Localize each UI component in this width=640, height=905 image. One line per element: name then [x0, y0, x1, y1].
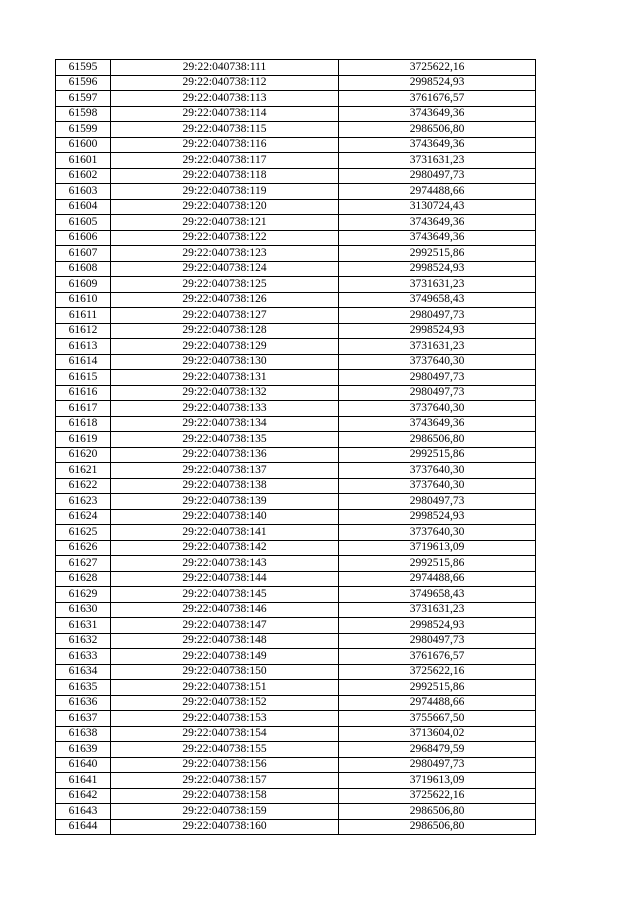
cadastral-value-cell: 3743649,36	[339, 416, 536, 432]
row-number-cell: 61631	[56, 618, 111, 634]
cadastral-number-cell: 29:22:040738:123	[111, 246, 339, 262]
cadastral-number-cell: 29:22:040738:116	[111, 137, 339, 153]
cadastral-value-cell: 2992515,86	[339, 447, 536, 463]
table-row	[56, 323, 536, 339]
cadastral-number-cell: 29:22:040738:135	[111, 432, 339, 448]
table-row	[56, 199, 536, 215]
cadastral-value-cell: 3737640,30	[339, 463, 536, 479]
cadastral-number-cell: 29:22:040738:158	[111, 788, 339, 804]
cadastral-number-cell: 29:22:040738:151	[111, 680, 339, 696]
table-row	[56, 788, 536, 804]
row-number-cell: 61644	[56, 819, 111, 835]
row-number-cell: 61628	[56, 571, 111, 587]
cadastral-number-cell: 29:22:040738:126	[111, 292, 339, 308]
cadastral-number-cell: 29:22:040738:130	[111, 354, 339, 370]
table-row	[56, 711, 536, 727]
table-row	[56, 618, 536, 634]
cadastral-number-cell: 29:22:040738:153	[111, 711, 339, 727]
row-number-cell: 61595	[56, 60, 111, 76]
row-number-cell: 61611	[56, 308, 111, 324]
cadastral-value-cell: 3743649,36	[339, 137, 536, 153]
cadastral-value-cell: 3737640,30	[339, 354, 536, 370]
row-number-cell: 61600	[56, 137, 111, 153]
cadastral-number-cell: 29:22:040738:150	[111, 664, 339, 680]
table-row	[56, 60, 536, 76]
row-number-cell: 61599	[56, 122, 111, 138]
table-row	[56, 494, 536, 510]
cadastral-value-cell: 2986506,80	[339, 122, 536, 138]
table-row	[56, 680, 536, 696]
cadastral-value-cell: 3725622,16	[339, 664, 536, 680]
cadastral-value-cell: 2998524,93	[339, 323, 536, 339]
cadastral-number-cell: 29:22:040738:156	[111, 757, 339, 773]
cadastral-value-cell: 2998524,93	[339, 75, 536, 91]
cadastral-number-cell: 29:22:040738:133	[111, 401, 339, 417]
table-row	[56, 602, 536, 618]
cadastral-value-cell: 2980497,73	[339, 494, 536, 510]
cadastral-number-cell: 29:22:040738:122	[111, 230, 339, 246]
cadastral-value-cell: 2980497,73	[339, 757, 536, 773]
cadastral-value-cell: 2998524,93	[339, 509, 536, 525]
cadastral-number-cell: 29:22:040738:136	[111, 447, 339, 463]
table-row	[56, 354, 536, 370]
row-number-cell: 61605	[56, 215, 111, 231]
row-number-cell: 61624	[56, 509, 111, 525]
row-number-cell: 61641	[56, 773, 111, 789]
row-number-cell: 61620	[56, 447, 111, 463]
row-number-cell: 61632	[56, 633, 111, 649]
row-number-cell: 61608	[56, 261, 111, 277]
cadastral-number-cell: 29:22:040738:134	[111, 416, 339, 432]
table-row	[56, 757, 536, 773]
table-row	[56, 432, 536, 448]
cadastral-value-cell: 3743649,36	[339, 106, 536, 122]
table-row	[56, 633, 536, 649]
cadastral-value-cell: 3755667,50	[339, 711, 536, 727]
table-row	[56, 742, 536, 758]
table-row	[56, 695, 536, 711]
cadastral-value-cell: 2980497,73	[339, 168, 536, 184]
cadastral-value-cell: 3731631,23	[339, 602, 536, 618]
cadastral-number-cell: 29:22:040738:160	[111, 819, 339, 835]
row-number-cell: 61598	[56, 106, 111, 122]
cadastral-number-cell: 29:22:040738:124	[111, 261, 339, 277]
cadastral-value-cell: 2974488,66	[339, 571, 536, 587]
row-number-cell: 61635	[56, 680, 111, 696]
cadastral-value-cell: 2992515,86	[339, 246, 536, 262]
table-row	[56, 137, 536, 153]
table-row	[56, 509, 536, 525]
row-number-cell: 61602	[56, 168, 111, 184]
row-number-cell: 61610	[56, 292, 111, 308]
row-number-cell: 61621	[56, 463, 111, 479]
cadastral-number-cell: 29:22:040738:144	[111, 571, 339, 587]
cadastral-value-cell: 3731631,23	[339, 153, 536, 169]
cadastral-value-table	[55, 59, 536, 835]
row-number-cell: 61613	[56, 339, 111, 355]
cadastral-number-cell: 29:22:040738:114	[111, 106, 339, 122]
table-row	[56, 401, 536, 417]
table-row	[56, 540, 536, 556]
cadastral-value-cell: 2974488,66	[339, 695, 536, 711]
cadastral-number-cell: 29:22:040738:137	[111, 463, 339, 479]
table-row	[56, 153, 536, 169]
cadastral-value-cell: 3743649,36	[339, 215, 536, 231]
cadastral-value-cell: 3749658,43	[339, 292, 536, 308]
cadastral-number-cell: 29:22:040738:111	[111, 60, 339, 76]
cadastral-number-cell: 29:22:040738:140	[111, 509, 339, 525]
row-number-cell: 61626	[56, 540, 111, 556]
cadastral-value-cell: 3130724,43	[339, 199, 536, 215]
table-row	[56, 587, 536, 603]
table-row	[56, 571, 536, 587]
row-number-cell: 61633	[56, 649, 111, 665]
cadastral-number-cell: 29:22:040738:112	[111, 75, 339, 91]
cadastral-number-cell: 29:22:040738:152	[111, 695, 339, 711]
table-row	[56, 91, 536, 107]
row-number-cell: 61616	[56, 385, 111, 401]
table-row	[56, 308, 536, 324]
cadastral-number-cell: 29:22:040738:149	[111, 649, 339, 665]
cadastral-number-cell: 29:22:040738:121	[111, 215, 339, 231]
table-row	[56, 277, 536, 293]
row-number-cell: 61614	[56, 354, 111, 370]
table-row	[56, 168, 536, 184]
row-number-cell: 61643	[56, 804, 111, 820]
row-number-cell: 61607	[56, 246, 111, 262]
cadastral-value-cell: 3719613,09	[339, 540, 536, 556]
table-row	[56, 339, 536, 355]
row-number-cell: 61604	[56, 199, 111, 215]
cadastral-number-cell: 29:22:040738:132	[111, 385, 339, 401]
table-row	[56, 292, 536, 308]
table-row	[56, 370, 536, 386]
table-row	[56, 215, 536, 231]
table-row	[56, 463, 536, 479]
row-number-cell: 61625	[56, 525, 111, 541]
cadastral-number-cell: 29:22:040738:127	[111, 308, 339, 324]
row-number-cell: 61603	[56, 184, 111, 200]
row-number-cell: 61617	[56, 401, 111, 417]
cadastral-value-cell: 2968479,59	[339, 742, 536, 758]
table-row	[56, 261, 536, 277]
table-row	[56, 649, 536, 665]
row-number-cell: 61634	[56, 664, 111, 680]
cadastral-value-cell: 3731631,23	[339, 339, 536, 355]
cadastral-value-cell: 2974488,66	[339, 184, 536, 200]
cadastral-value-cell: 3743649,36	[339, 230, 536, 246]
row-number-cell: 61629	[56, 587, 111, 603]
cadastral-value-cell: 2986506,80	[339, 819, 536, 835]
table-row	[56, 804, 536, 820]
cadastral-value-cell: 2980497,73	[339, 385, 536, 401]
cadastral-number-cell: 29:22:040738:142	[111, 540, 339, 556]
table-row	[56, 416, 536, 432]
cadastral-number-cell: 29:22:040738:128	[111, 323, 339, 339]
cadastral-number-cell: 29:22:040738:154	[111, 726, 339, 742]
row-number-cell: 61606	[56, 230, 111, 246]
cadastral-value-cell: 3725622,16	[339, 788, 536, 804]
cadastral-value-cell: 2986506,80	[339, 804, 536, 820]
cadastral-value-cell: 2998524,93	[339, 618, 536, 634]
table-row	[56, 773, 536, 789]
row-number-cell: 61596	[56, 75, 111, 91]
cadastral-value-cell: 3737640,30	[339, 401, 536, 417]
cadastral-number-cell: 29:22:040738:117	[111, 153, 339, 169]
cadastral-number-cell: 29:22:040738:143	[111, 556, 339, 572]
cadastral-number-cell: 29:22:040738:159	[111, 804, 339, 820]
table-row	[56, 447, 536, 463]
cadastral-value-cell: 2998524,93	[339, 261, 536, 277]
row-number-cell: 61612	[56, 323, 111, 339]
row-number-cell: 61597	[56, 91, 111, 107]
table-row	[56, 246, 536, 262]
cadastral-number-cell: 29:22:040738:118	[111, 168, 339, 184]
row-number-cell: 61637	[56, 711, 111, 727]
row-number-cell: 61622	[56, 478, 111, 494]
cadastral-value-cell: 3731631,23	[339, 277, 536, 293]
cadastral-value-cell: 2980497,73	[339, 633, 536, 649]
table-row	[56, 525, 536, 541]
row-number-cell: 61630	[56, 602, 111, 618]
cadastral-value-cell: 3761676,57	[339, 91, 536, 107]
table-row	[56, 122, 536, 138]
row-number-cell: 61642	[56, 788, 111, 804]
row-number-cell: 61636	[56, 695, 111, 711]
cadastral-value-cell: 3725622,16	[339, 60, 536, 76]
table-row	[56, 478, 536, 494]
cadastral-value-cell: 2986506,80	[339, 432, 536, 448]
cadastral-number-cell: 29:22:040738:145	[111, 587, 339, 603]
cadastral-value-cell: 3713604,02	[339, 726, 536, 742]
row-number-cell: 61638	[56, 726, 111, 742]
table-row	[56, 664, 536, 680]
cadastral-number-cell: 29:22:040738:120	[111, 199, 339, 215]
table-row	[56, 385, 536, 401]
row-number-cell: 61618	[56, 416, 111, 432]
cadastral-number-cell: 29:22:040738:129	[111, 339, 339, 355]
table-row	[56, 184, 536, 200]
row-number-cell: 61640	[56, 757, 111, 773]
cadastral-number-cell: 29:22:040738:138	[111, 478, 339, 494]
table-body	[56, 60, 536, 835]
cadastral-number-cell: 29:22:040738:155	[111, 742, 339, 758]
cadastral-value-cell: 3737640,30	[339, 478, 536, 494]
cadastral-value-cell: 3719613,09	[339, 773, 536, 789]
table-row	[56, 556, 536, 572]
cadastral-value-cell: 2992515,86	[339, 680, 536, 696]
cadastral-number-cell: 29:22:040738:125	[111, 277, 339, 293]
cadastral-number-cell: 29:22:040738:115	[111, 122, 339, 138]
cadastral-number-cell: 29:22:040738:119	[111, 184, 339, 200]
cadastral-value-cell: 2980497,73	[339, 370, 536, 386]
cadastral-number-cell: 29:22:040738:157	[111, 773, 339, 789]
cadastral-value-cell: 3761676,57	[339, 649, 536, 665]
cadastral-number-cell: 29:22:040738:113	[111, 91, 339, 107]
row-number-cell: 61619	[56, 432, 111, 448]
table-row	[56, 726, 536, 742]
cadastral-number-cell: 29:22:040738:146	[111, 602, 339, 618]
row-number-cell: 61601	[56, 153, 111, 169]
cadastral-number-cell: 29:22:040738:131	[111, 370, 339, 386]
cadastral-number-cell: 29:22:040738:141	[111, 525, 339, 541]
cadastral-value-cell: 3737640,30	[339, 525, 536, 541]
row-number-cell: 61623	[56, 494, 111, 510]
cadastral-value-cell: 2980497,73	[339, 308, 536, 324]
table-row	[56, 819, 536, 835]
row-number-cell: 61627	[56, 556, 111, 572]
row-number-cell: 61609	[56, 277, 111, 293]
cadastral-value-cell: 3749658,43	[339, 587, 536, 603]
table-row	[56, 230, 536, 246]
cadastral-number-cell: 29:22:040738:148	[111, 633, 339, 649]
row-number-cell: 61639	[56, 742, 111, 758]
row-number-cell: 61615	[56, 370, 111, 386]
cadastral-number-cell: 29:22:040738:139	[111, 494, 339, 510]
cadastral-value-cell: 2992515,86	[339, 556, 536, 572]
table-row	[56, 75, 536, 91]
cadastral-number-cell: 29:22:040738:147	[111, 618, 339, 634]
table-row	[56, 106, 536, 122]
